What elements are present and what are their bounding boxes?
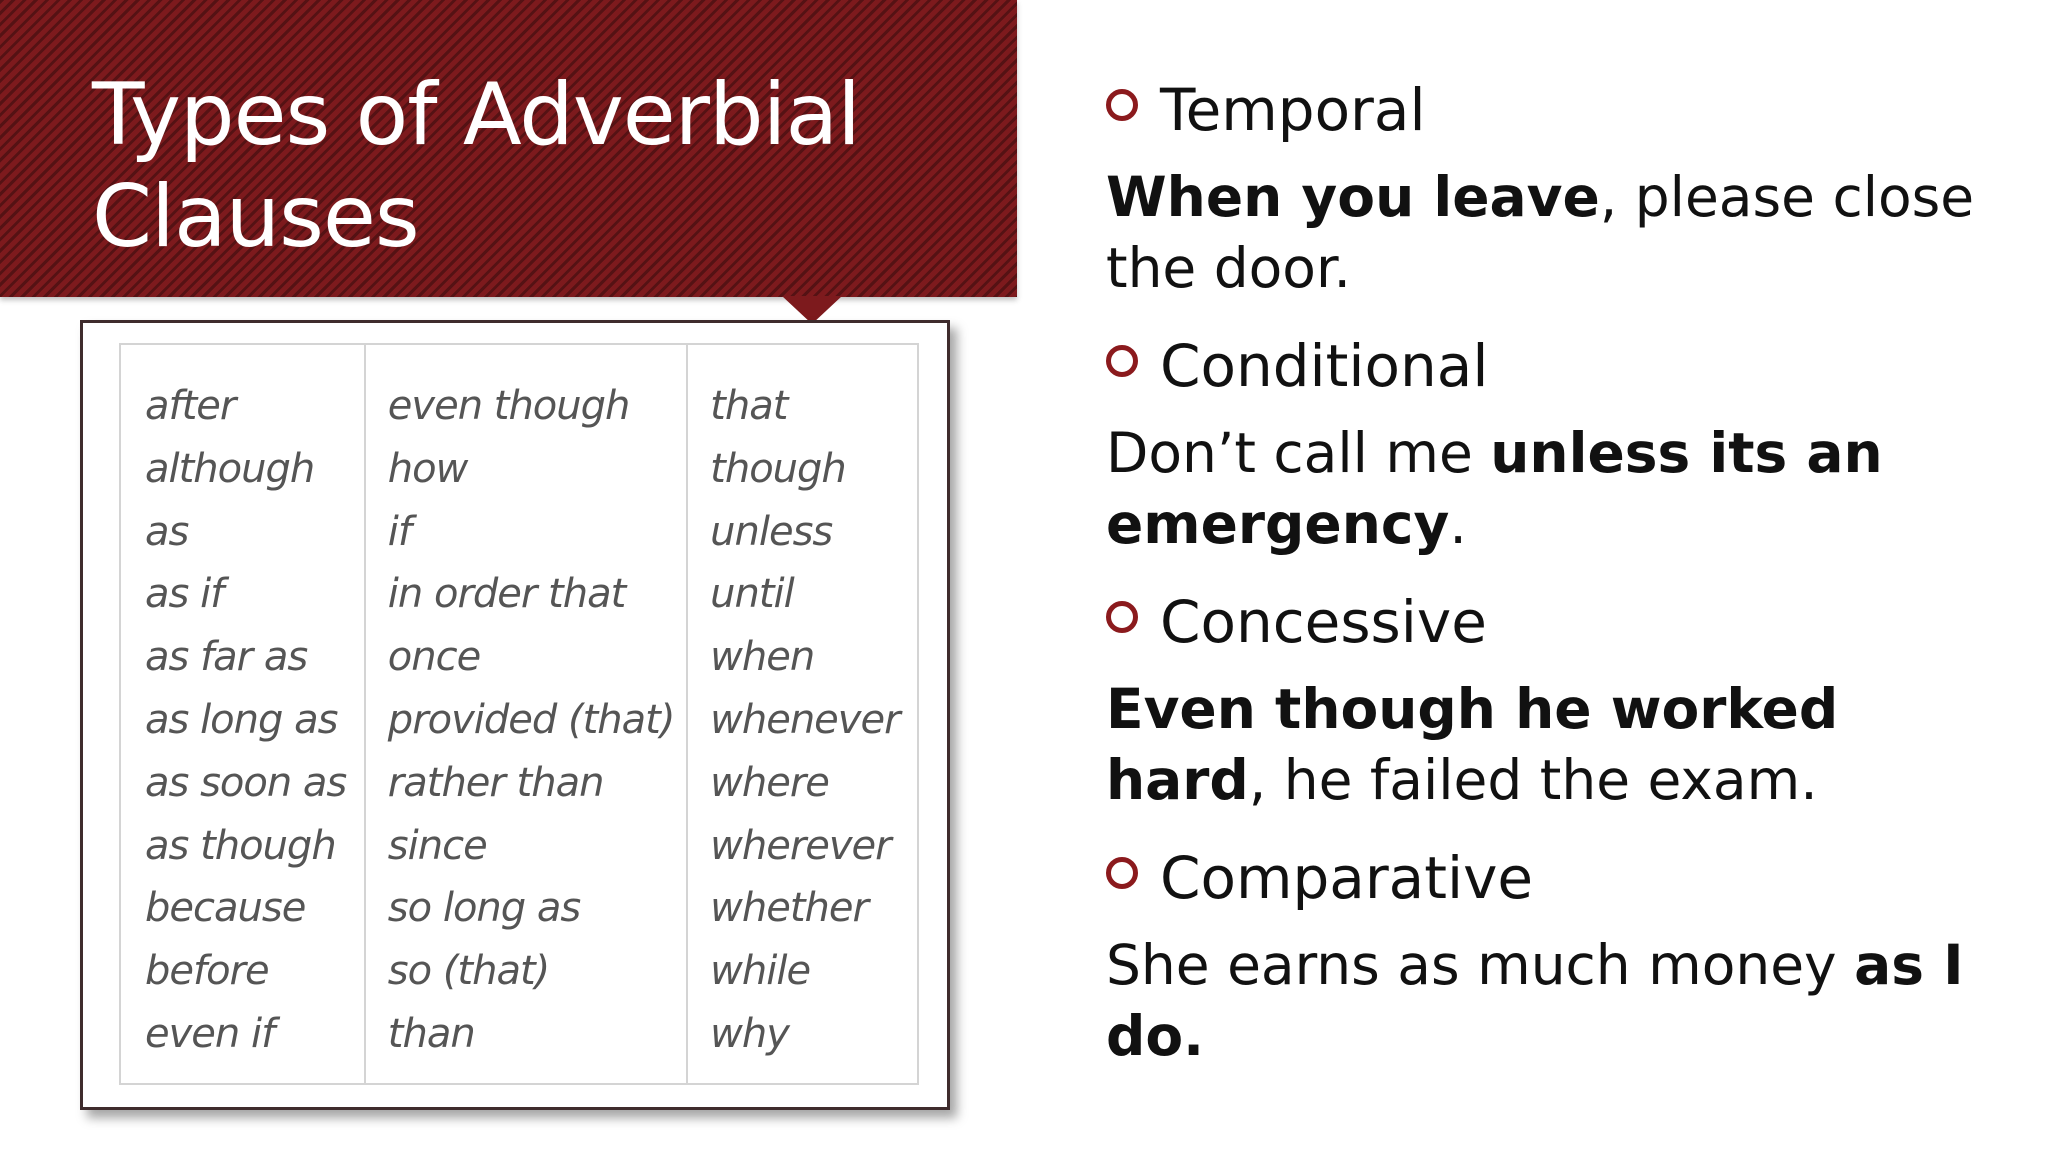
table-cell: why: [710, 1010, 789, 1057]
slide-title: [92, 64, 860, 268]
table-cell: whether: [710, 885, 868, 932]
example-bold-part: When you leave: [1106, 165, 1600, 229]
table-cell: rather than: [387, 759, 604, 806]
table-cell: if: [387, 508, 411, 555]
example-bold-part: Even though he worked hard: [1106, 677, 1839, 812]
example-sentence-conditional: [1106, 418, 2016, 560]
example-plain-part: .: [1449, 492, 1467, 556]
table-cell: even if: [145, 1010, 275, 1057]
table-cell: because: [145, 885, 306, 932]
table-cell: as long as: [145, 696, 338, 743]
type-label: Temporal: [1160, 76, 1426, 144]
table-cell: than: [387, 1010, 475, 1057]
table-cell: as soon as: [145, 759, 347, 806]
slide-title-line-1: Types of Adverbial: [92, 65, 861, 165]
table-column-2: [364, 345, 686, 1083]
type-heading-temporal: [1106, 70, 2016, 150]
table-cell: as far as: [145, 634, 308, 681]
table-cell: before: [145, 948, 269, 995]
table-cell: so long as: [387, 885, 581, 932]
example-bold-part: unless its an emergency: [1106, 421, 1883, 556]
table-cell: that: [710, 383, 788, 429]
example-plain-part: , he failed the exam.: [1248, 748, 1818, 812]
circle-bullet-icon: [1106, 601, 1138, 633]
table-cell: though: [710, 445, 846, 492]
circle-bullet-icon: [1106, 345, 1138, 377]
title-banner: [0, 0, 1017, 297]
subordinator-table: [119, 343, 919, 1085]
type-label: Concessive: [1160, 588, 1487, 656]
clause-types-list: [1106, 70, 2016, 1094]
example-bold-part: as I do.: [1106, 933, 1964, 1068]
type-label: Comparative: [1160, 844, 1534, 912]
type-heading-concessive: [1106, 582, 2016, 662]
example-sentence-comparative: [1106, 930, 2016, 1072]
table-cell: as: [145, 508, 189, 555]
table-cell: even though: [387, 383, 630, 429]
table-cell: in order that: [387, 571, 626, 618]
table-cell: whenever: [710, 696, 900, 743]
table-column-1: [121, 345, 364, 1083]
table-cell: so (that): [387, 948, 550, 995]
circle-bullet-icon: [1106, 89, 1138, 121]
circle-bullet-icon: [1106, 857, 1138, 889]
example-plain-part: She earns as much money: [1106, 933, 1855, 997]
table-cell: once: [387, 634, 481, 681]
type-heading-conditional: [1106, 326, 2016, 406]
table-cell: as if: [145, 571, 224, 618]
subordinator-table-frame: [80, 320, 950, 1110]
table-cell: provided (that): [387, 696, 675, 743]
table-cell: as though: [145, 822, 336, 869]
example-plain-part: , please close the door.: [1106, 165, 1975, 300]
example-sentence-concessive: [1106, 674, 2016, 816]
type-label: Conditional: [1160, 332, 1489, 400]
table-cell: wherever: [710, 822, 891, 869]
table-cell: unless: [710, 508, 833, 555]
type-heading-comparative: [1106, 838, 2016, 918]
example-plain-part: Don’t call me: [1106, 421, 1491, 485]
table-cell: how: [387, 445, 468, 492]
table-column-3: [686, 345, 917, 1083]
table-cell: although: [145, 445, 315, 492]
table-cell: until: [710, 571, 794, 618]
table-cell: since: [387, 822, 487, 869]
table-cell: after: [145, 383, 236, 429]
table-cell: where: [710, 759, 829, 806]
example-sentence-temporal: [1106, 162, 2016, 304]
slide-title-line-2: Clauses: [92, 167, 419, 267]
table-cell: while: [710, 948, 811, 995]
table-cell: when: [710, 634, 815, 681]
